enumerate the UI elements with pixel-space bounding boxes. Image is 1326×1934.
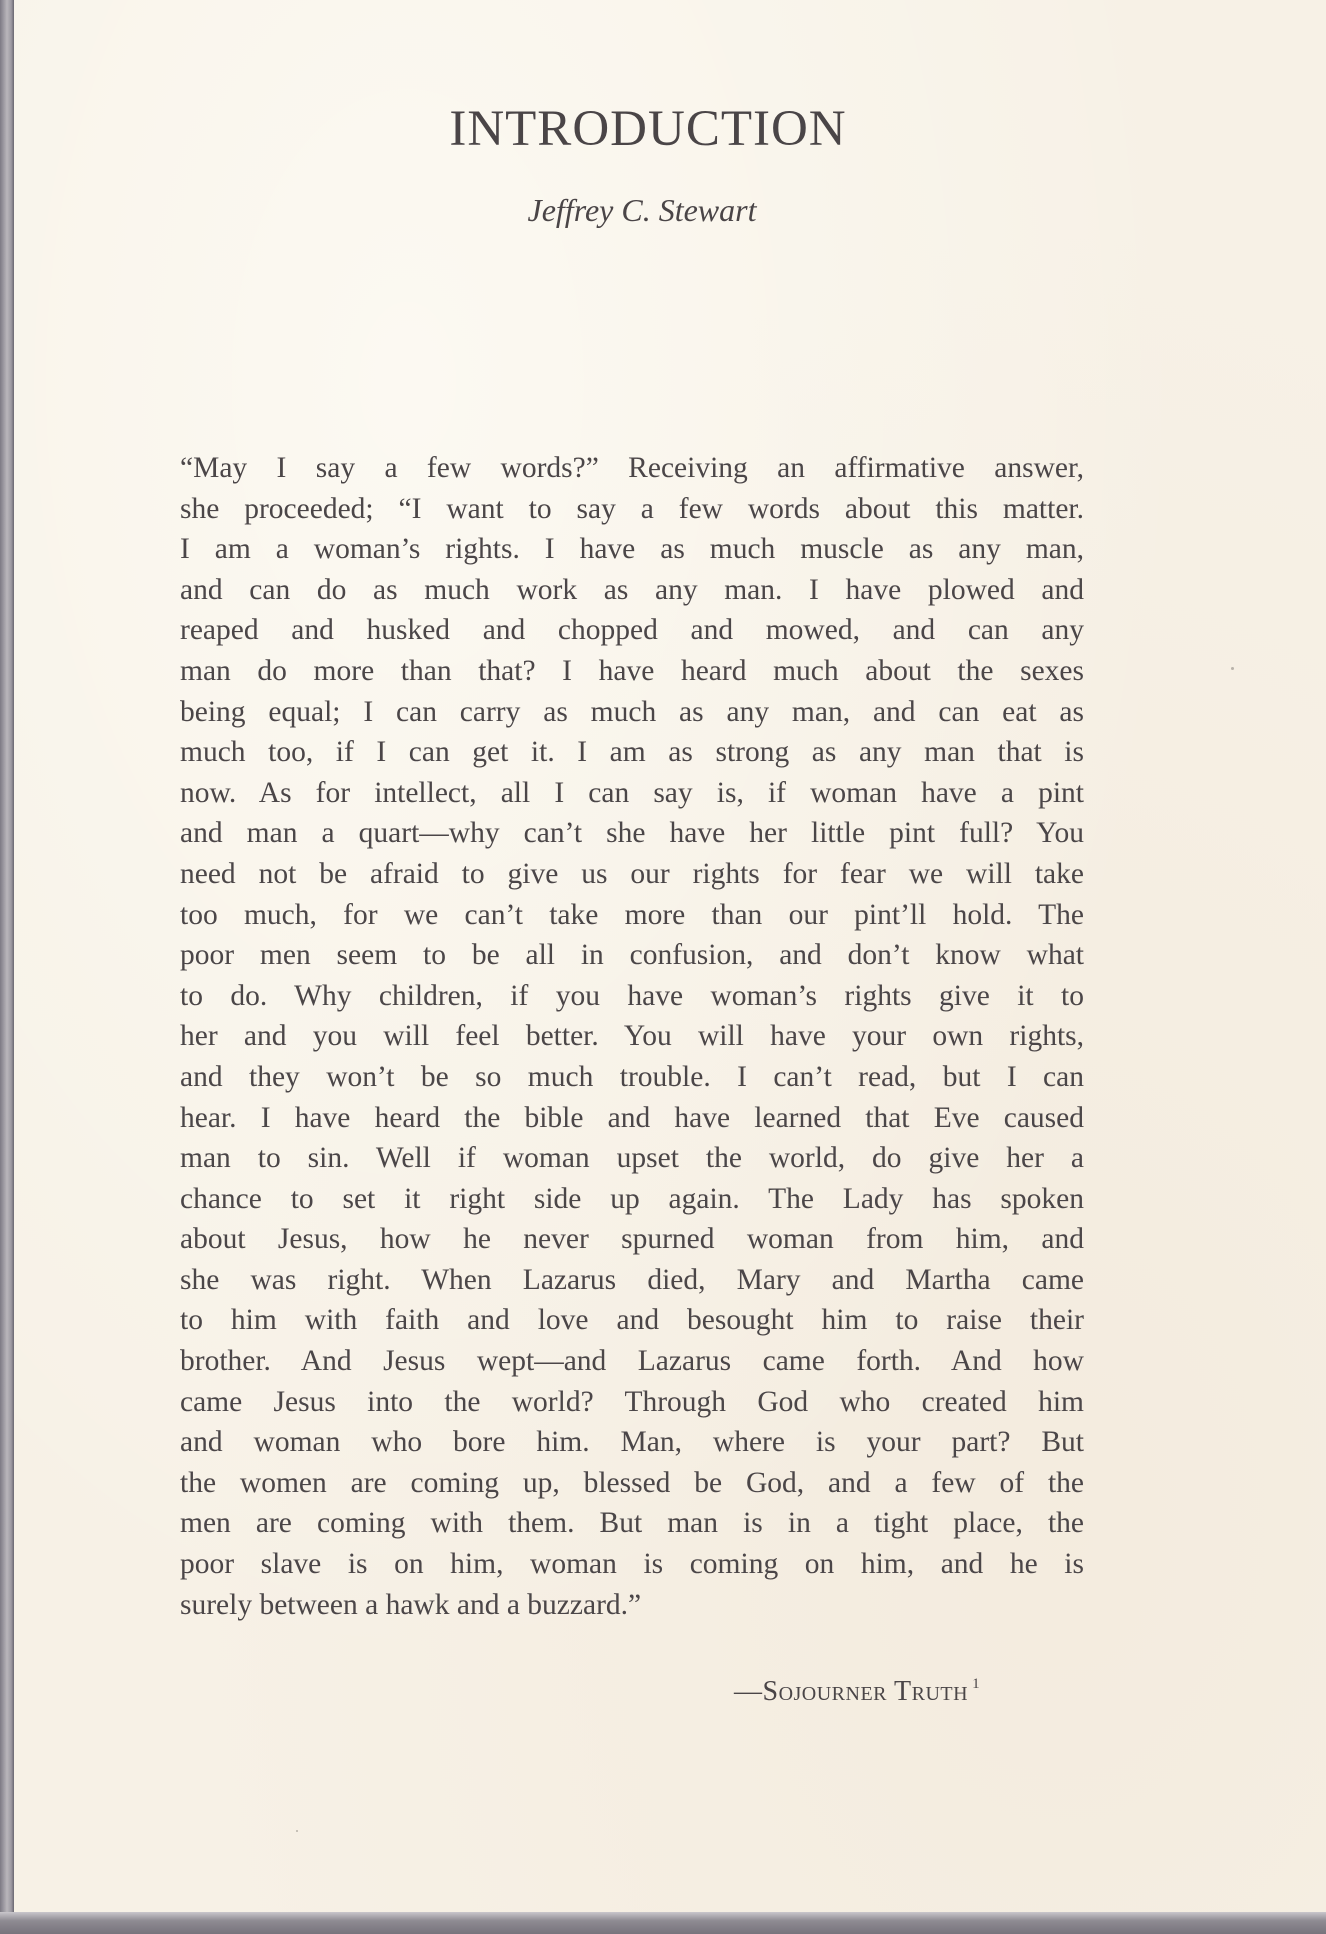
quote-line: and man a quart—why can’t she have her little pint full? You (180, 817, 1084, 850)
page-bottom-edge (0, 1912, 1326, 1934)
chapter-author: Jeffrey C. Stewart (527, 192, 757, 228)
quote-line: she proceeded; “I want to say a few words about this matter. (180, 492, 1084, 525)
page-left-edge (0, 0, 14, 1934)
quote-line: man to sin. Well if woman upset the world, do give her a (180, 1142, 1084, 1175)
quote-line: and can do as much work as any man. I have plowed and (180, 573, 1084, 606)
quote-line: surely between a hawk and a buzzard.” (180, 1588, 642, 1621)
quote-line: poor slave is on him, woman is coming on him, and he is (180, 1548, 1084, 1581)
chapter-title: INTRODUCTION (449, 101, 847, 157)
quote-line: the women are coming up, blessed be God, and a few of the (180, 1466, 1084, 1499)
quote-line: her and you will feel better. You will have your own rights, (180, 1020, 1084, 1053)
quote-line: poor men seem to be all in confusion, and don’t know what (180, 939, 1084, 972)
quote-line: hear. I have heard the bible and have learned that Eve caused (180, 1101, 1084, 1134)
quote-line: to him with faith and love and besought him to raise their (180, 1304, 1084, 1337)
quote-line: and woman who bore him. Man, where is your part? But (180, 1426, 1084, 1459)
epigraph-quote (180, 448, 1084, 1625)
quote-line: and they won’t be so much trouble. I can’t read, but I can (180, 1060, 1084, 1093)
quote-line: brother. And Jesus wept—and Lazarus came forth. And how (180, 1345, 1084, 1378)
quote-line: I am a woman’s rights. I have as much muscle as any man, (180, 533, 1084, 566)
paper-page (14, 0, 1326, 1912)
quote-line: came Jesus into the world? Through God who created him (180, 1385, 1084, 1418)
quote-line: she was right. When Lazarus died, Mary and Martha came (180, 1263, 1084, 1296)
quote-line: about Jesus, how he never spurned woman from him, and (180, 1223, 1084, 1256)
quote-line: need not be afraid to give us our rights for fear we will take (180, 857, 1084, 890)
footnote-marker: 1 (972, 1676, 981, 1692)
quote-line: men are coming with them. But man is in a tight place, the (180, 1507, 1084, 1540)
attribution-name: —Sojourner Truth (734, 1676, 969, 1707)
quote-line: too much, for we can’t take more than our pint’ll hold. The (180, 898, 1084, 931)
quote-line: man do more than that? I have heard much about the sexes (180, 654, 1084, 687)
quote-line: “May I say a few words?” Receiving an affirmative answer, (180, 452, 1084, 484)
quote-line: to do. Why children, if you have woman’s rights give it to (180, 979, 1084, 1012)
quote-line: now. As for intellect, all I can say is, if woman have a pint (180, 776, 1084, 809)
quote-attribution (734, 1676, 980, 1708)
paper-speck (296, 1830, 298, 1832)
paper-speck (1231, 667, 1234, 670)
quote-line: chance to set it right side up again. The Lady has spoken (180, 1182, 1084, 1215)
quote-line: being equal; I can carry as much as any man, and can eat as (180, 695, 1084, 728)
quote-line: much too, if I can get it. I am as strong as any man that is (180, 736, 1084, 769)
quote-line: reaped and husked and chopped and mowed, and can any (180, 614, 1084, 647)
